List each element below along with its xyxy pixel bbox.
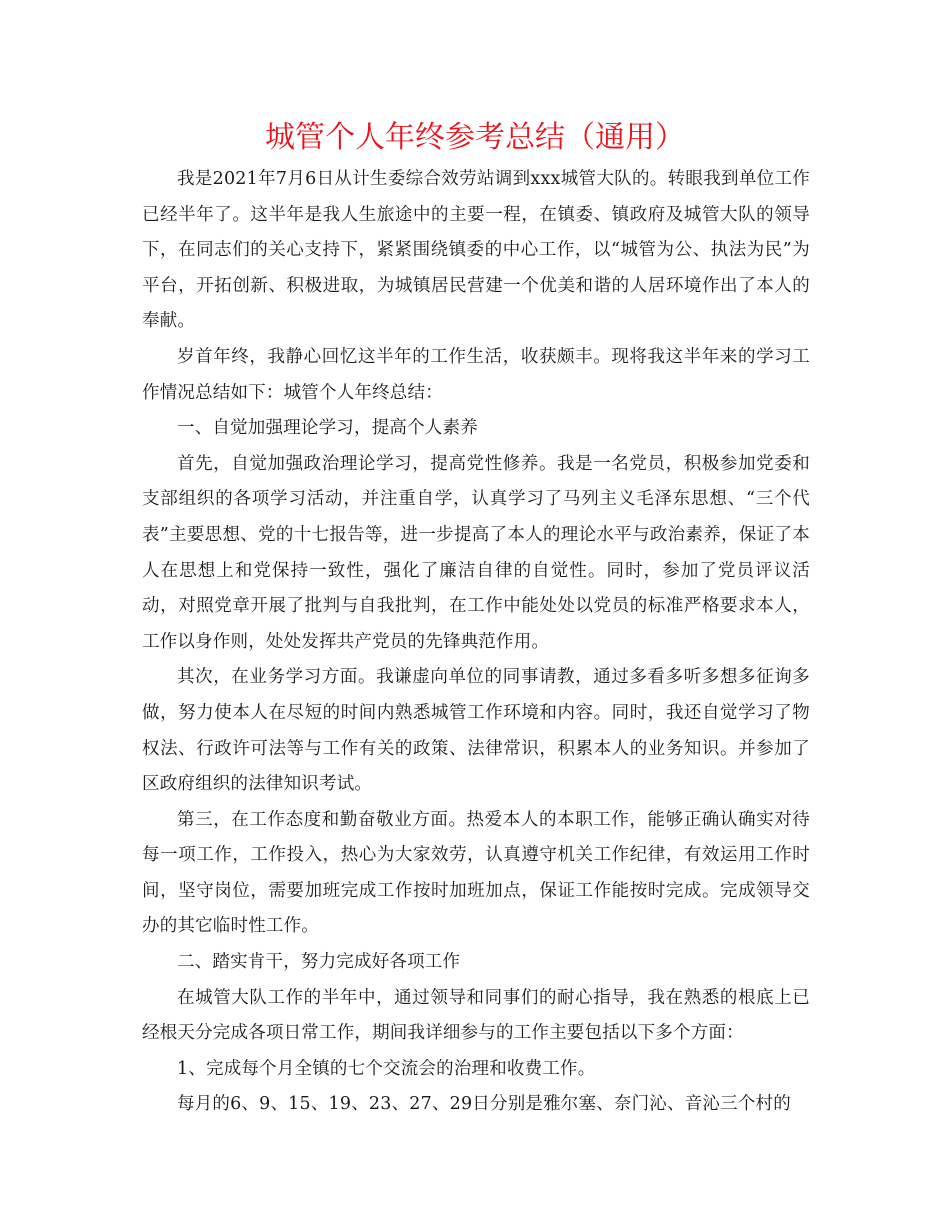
document-title: 城管个人年终参考总结（通用） [265,120,685,155]
list-item-1: 1、完成每个月全镇的七个交流会的治理和收费工作。 [177,1058,596,1079]
section-heading-1: 一、自觉加强理论学习，提高个人素养 [177,418,478,439]
paragraph-business-study: 其次，在业务学习方面。我谦虚向单位的同事请教，通过多看多听多想多征询多做，努力使本人在尽短的时间内熟悉城管工作环境和内容。同时，我还自觉学习了物权法、行政许可法等与工作有关的政策、法律常识，积累本人的业务知识。并参加了区政府组织的法律知识考试。 [142,667,810,795]
paragraph-work-overview: 在城管大队工作的半年中，通过领导和同事们的耐心指导，我在熟悉的根底上已经根天分完成各项日常工作，期间我详细参与的工作主要包括以下多个方面： [142,987,810,1044]
paragraph-work-attitude: 第三，在工作态度和勤奋敬业方面。热爱本人的本职工作，能够正确认确实对待每一项工作，工作投入，热心为大家效劳，认真遵守机关工作纪律，有效运用工作时间，坚守岗位，需要加班完成工作按时加班加点，保证工作能按时完成。完成领导交办的其它临时性工作。 [142,809,810,937]
section-heading-2: 二、踏实肯干，努力完成好各项工作 [177,952,461,973]
paragraph-political-study: 首先，自觉加强政治理论学习，提高党性修养。我是一名党员，积极参加党委和支部组织的各项学习活动，并注重自学，认真学习了马列主义毛泽东思想、“三个代表”主要思想、党的十七报告等，进一步提高了本人的理论水平与政治素养，保证了本人在思想上和党保持一致性，强化了廉洁自律的自觉性。同时，参加了党员评议活动，对照党章开展了批判与自我批判，在工作中能处处以党员的标准严格要求本人，工作以身作则，处处发挥共产党员的先锋典范作用。 [142,453,810,652]
paragraph-intro: 我是2021年7月6日从计生委综合效劳站调到xxx城管大队的。转眼我到单位工作已经半年了。这半年是我人生旅途中的主要一程，在镇委、镇政府及城管大队的领导下，在同志们的关心支持下，紧紧围绕镇委的中心工作，以“城管为公、执法为民”为平台，开拓创新、积极进取，为城镇居民营建一个优美和谐的人居环境作出了本人的奉献。 [142,169,810,332]
paragraph-monthly-markets: 每月的6、9、15、19、23、27、29日分别是雅尔塞、奈门沁、音沁三个村的 [177,1094,791,1115]
paragraph-summary-lead: 岁首年终，我静心回忆这半年的工作生活，收获颇丰。现将我这半年来的学习工作情况总结如下：城管个人年终总结： [142,346,810,403]
document-body [142,162,810,1123]
